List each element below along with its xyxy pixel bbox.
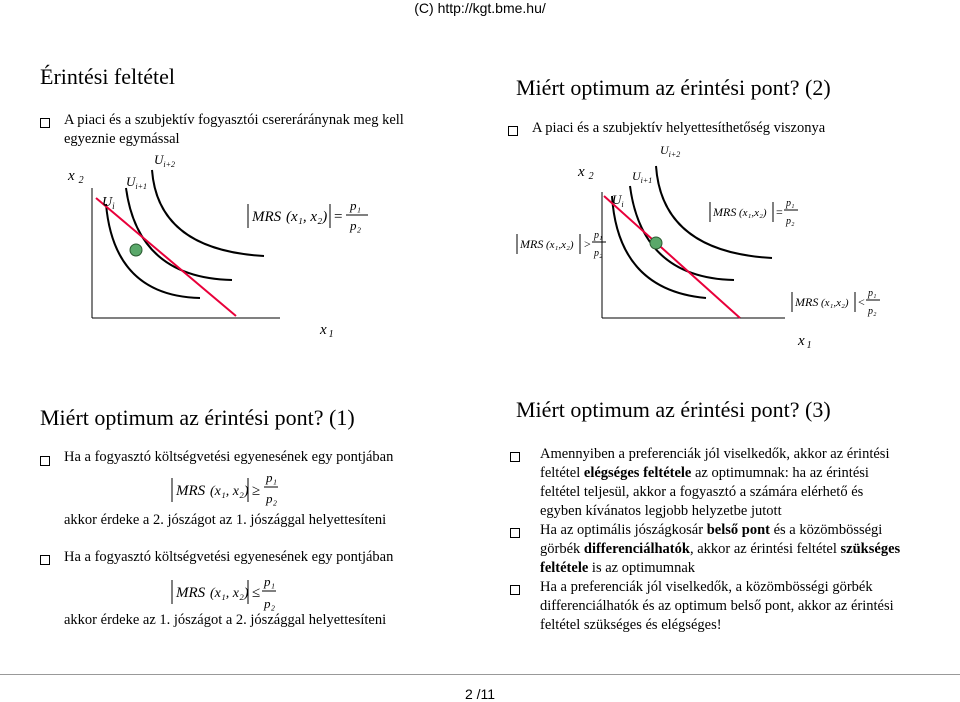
svg-text:≤: ≤ — [252, 585, 261, 601]
slide4-b2-line2-mid: , akkor az érintési feltétel — [689, 541, 841, 557]
slide2-formula-gt — [517, 230, 606, 259]
slide1-curve-ui2 — [152, 170, 264, 256]
svg-text:MRS: MRS — [252, 209, 282, 225]
slide1-tangent-point — [130, 244, 142, 256]
slide4-b2-line1-pre: Ha az optimális jószágkosár — [540, 522, 707, 538]
slide1-title: Érintési feltétel — [40, 64, 175, 89]
slide4-b2-line3-bold: feltétele — [540, 560, 589, 576]
svg-text:p₁: p₁ — [264, 574, 276, 589]
svg-text:p₁: p₁ — [594, 230, 603, 241]
slide4-b1-line3: feltétel teljesül, akkor a fogyasztó a számára elérhető és — [540, 484, 864, 500]
svg-text:(x₁, x₂): (x₁, x₂) — [286, 209, 328, 225]
slide1-label-ui1: $U_{i+1}$ — [126, 174, 148, 191]
svg-text:p₂: p₂ — [264, 596, 276, 611]
svg-text:p₁: p₁ — [350, 198, 362, 213]
slide2-label-ui1: $U_{i+1}$ — [632, 169, 653, 185]
slide4-title: Miért optimum az érintési pont? (3) — [516, 397, 831, 422]
slide2-bullet-text: A piaci és a szubjektív helyettesíthetőség viszonya — [532, 120, 826, 136]
svg-text:=: = — [776, 205, 783, 219]
svg-text:MRS: MRS — [176, 483, 206, 499]
header-url: (C) http://kgt.bme.hu/ — [414, 0, 546, 16]
slide4-bullet2-marker — [510, 528, 520, 538]
slide3-after2: akkor érdeke az 1. jószágot a 2. jószággal helyettesíteni — [64, 612, 387, 628]
slide4-b2-line2-pre: görbék — [540, 541, 584, 557]
slide1-formula — [248, 198, 368, 233]
svg-text:MRS: MRS — [176, 585, 206, 601]
svg-text:MRS: MRS — [520, 237, 544, 251]
svg-text:p₁: p₁ — [868, 288, 877, 299]
slide2-diagram — [510, 140, 950, 350]
slide4-b1-line4: egyben kívánatos legjobb helyzetbe jutott — [540, 503, 782, 519]
slide1-label-x2: x $_2$ — [68, 168, 84, 186]
slide1-bullet-text — [64, 111, 454, 149]
slide3-formula1 — [168, 470, 278, 508]
svg-text:p₁: p₁ — [786, 198, 795, 209]
svg-text:p₂: p₂ — [594, 248, 603, 259]
slide3-bullet2-marker — [40, 555, 50, 565]
slide4-b1-line2-bold: elégséges feltétele — [583, 465, 692, 481]
svg-text:p₁: p₁ — [266, 470, 278, 485]
slide4-b3-line1: Ha a preferenciák jól viselkedők, a közömbösségi görbék — [540, 579, 873, 595]
slide2-bullet-marker — [508, 126, 518, 136]
svg-text:p₂: p₂ — [350, 218, 362, 233]
slide1-curve-ui1 — [126, 188, 232, 280]
slide4-b2-line3-post: is az optimumnak — [588, 560, 696, 576]
slide1-diagram — [40, 148, 460, 348]
slide4-b3-line3: feltétel szükséges és elégséges! — [540, 617, 722, 633]
slide1-label-ui2: $U_{i+2}$ — [154, 152, 176, 169]
slide2-label-x2: x $_2$ — [578, 164, 594, 182]
slide4-b2-line1-post: és a közömbösségi — [769, 522, 883, 538]
slide1-line2: egyeznie egymással — [64, 131, 180, 147]
slide4-b2-line2-bold: differenciálhatók — [583, 541, 690, 557]
slide4-b1-line2-pre: feltétel — [540, 465, 584, 481]
slide2-tangent-point — [650, 237, 662, 249]
slide4-b1-line2-post: az optimumnak: ha az érintési — [691, 465, 869, 481]
slide2-label-ui: $U_i$ — [612, 192, 624, 209]
footer-divider — [0, 674, 960, 675]
slide3-bullet2-text: Ha a fogyasztó költségvetési egyenesének egy pontjában — [64, 549, 394, 565]
slide3-after1: akkor érdeke a 2. jószágot az 1. jószággal helyettesíteni — [64, 512, 387, 528]
svg-text:MRS: MRS — [713, 205, 737, 219]
slide4-bullet1-text — [540, 445, 940, 521]
slide1-label-x1: x $_1$ — [320, 322, 334, 340]
slide1-line1: A piaci és a szubjektív fogyasztói csereráránynak meg kell — [64, 112, 404, 128]
svg-text:(x₁,x₂): (x₁,x₂) — [546, 239, 574, 251]
svg-text:<: < — [858, 295, 865, 309]
slide2-title: Miért optimum az érintési pont? (2) — [516, 75, 831, 100]
slide4-bullet1-marker — [510, 452, 520, 462]
slide2-formula-lt — [792, 288, 880, 317]
slide4-bullet3-marker — [510, 585, 520, 595]
slide2-label-x1: x $_1$ — [798, 333, 812, 350]
svg-text:≥: ≥ — [252, 483, 261, 499]
slide3-bullet1-marker — [40, 456, 50, 466]
slide2-label-ui2: $U_{i+2}$ — [660, 143, 681, 159]
svg-text:MRS: MRS — [795, 295, 819, 309]
svg-text:=: = — [334, 209, 343, 225]
svg-text:p₂: p₂ — [786, 216, 795, 227]
svg-text:>: > — [584, 237, 591, 251]
svg-text:p₂: p₂ — [266, 491, 278, 506]
svg-text:(x₁, x₂): (x₁, x₂) — [210, 484, 249, 499]
svg-text:(x₁,x₂): (x₁,x₂) — [739, 207, 767, 219]
slide3-title: Miért optimum az érintési pont? (1) — [40, 405, 355, 430]
svg-text:(x₁, x₂): (x₁, x₂) — [210, 586, 249, 601]
slide1-budget-line — [96, 198, 236, 316]
slide4-bullet3-text — [540, 578, 940, 635]
svg-text:(x₁,x₂): (x₁,x₂) — [821, 297, 849, 309]
slide3-formula2 — [168, 572, 278, 612]
slide1-bullet-marker — [40, 118, 50, 128]
slide4-bullet2-text — [540, 521, 940, 578]
slide4-b3-line2: differenciálhatók és az optimum belső pont, akkor az érintési — [540, 598, 894, 614]
slide2-formula-eq — [710, 198, 798, 227]
slide4-b2-line2-bold2: szükséges — [840, 541, 901, 557]
slide3-bullet1-text: Ha a fogyasztó költségvetési egyenesének egy pontjában — [64, 449, 394, 465]
slide1-label-ui: $U_i$ — [102, 195, 115, 211]
svg-text:p₂: p₂ — [868, 306, 877, 317]
page-number: 2 /11 — [464, 686, 496, 702]
slide4-b1-line1: Amennyiben a preferenciák jól viselkedők, akkor az érintési — [540, 446, 890, 462]
slide4-b2-line1-bold: belső pont — [706, 522, 770, 538]
page-header — [0, 0, 960, 16]
